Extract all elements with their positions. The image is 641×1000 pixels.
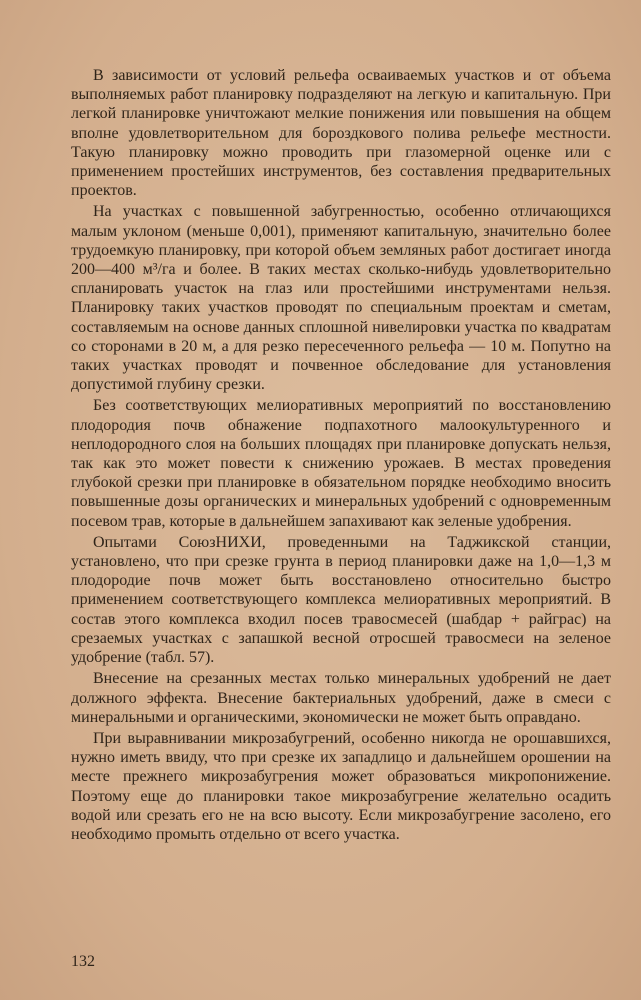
paragraph-capital-planning: На участках с повышенной забугренностью, особенно отличающихся малым уклоном (меньше 0,001), применяют капитальную, значительно более трудоемкую планировку, при которой объем земляных работ достигает иногда 200—400 м³/га и более. В таких местах сколько-нибудь удовлетворительно спланировать участок на глаз или простейшими инструментами нельзя. Планировку таких участков проводят по специальным проектам и сметам, составляемым на основе данных сплошной нивелировки участка по квадратам со сторонами в 20 м, а для резко пересеченного рельефа — 10 м. Попутно на таких участках проводят и почвенное обследование для установления допустимой глубину срезки. (71, 203, 611, 394)
paragraph-reclamation-measures: Без соответствующих мелиоративных мероприятий по восстановлению плодородия почв обнажение подпахотного малоокультуренного и неплодородного слоя на больших площадях при планировке допускать нельзя, так как это может повести к снижению урожаев. В местах проведения глубокой срезки при планировке в обязательном порядке необходимо вносить повышенные дозы органических и минеральных удобрений с одновременным посевом трав, которые в дальнейшем запахивают как зеленые удобрения. (71, 397, 611, 530)
body-text (71, 66, 611, 846)
page-number: 132 (71, 953, 95, 970)
paragraph-micro-hummocks: При выравнивании микрозабугрений, особенно никогда не орошавшихся, нужно иметь ввиду, что при срезке их западлицо и дальнейшем орошении на месте прежнего микрозабугрения может образоваться микропонижение. Поэтому еще до планировки такое микрозабугрение желательно осадить водой или срезать его не на всю высоту. Если микрозабугрение засолено, его необходимо промыть отдельно от всего участка. (71, 729, 611, 843)
paragraph-soyuznikhi-experiments: Опытами СоюзНИХИ, проведенными на Таджикской станции, установлено, что при срезке грунта в период планировки даже на 1,0—1,3 м плодородие почв может быть восстановлено относительно быстро применением соответствующего комплекса мелиоративных мероприятий. В состав этого комплекса входил посев травосмесей (шабдар + райграс) на срезаемых участках с запашкой весной отросшей травосмеси на зеленое удобрение (табл. 57). (71, 533, 611, 667)
paragraph-mineral-fertilizers: Внесение на срезанных местах только минеральных удобрений не дает должного эффекта. Внесение бактериальных удобрений, даже в смеси с минеральными и органическими, экономически не может быть оправдано. (71, 670, 611, 726)
paragraph-relief-planning: В зависимости от условий рельефа осваиваемых участков и от объема выполняемых работ планировку подразделяют на легкую и капитальную. При легкой планировке уничтожают мелкие понижения или повышения на общем вполне удовлетворительном для бороздкового полива рельефе местности. Такую планировку можно проводить при глазомерной оценке или с применением простейших инструментов, без составления предварительных проектов. (71, 67, 611, 200)
